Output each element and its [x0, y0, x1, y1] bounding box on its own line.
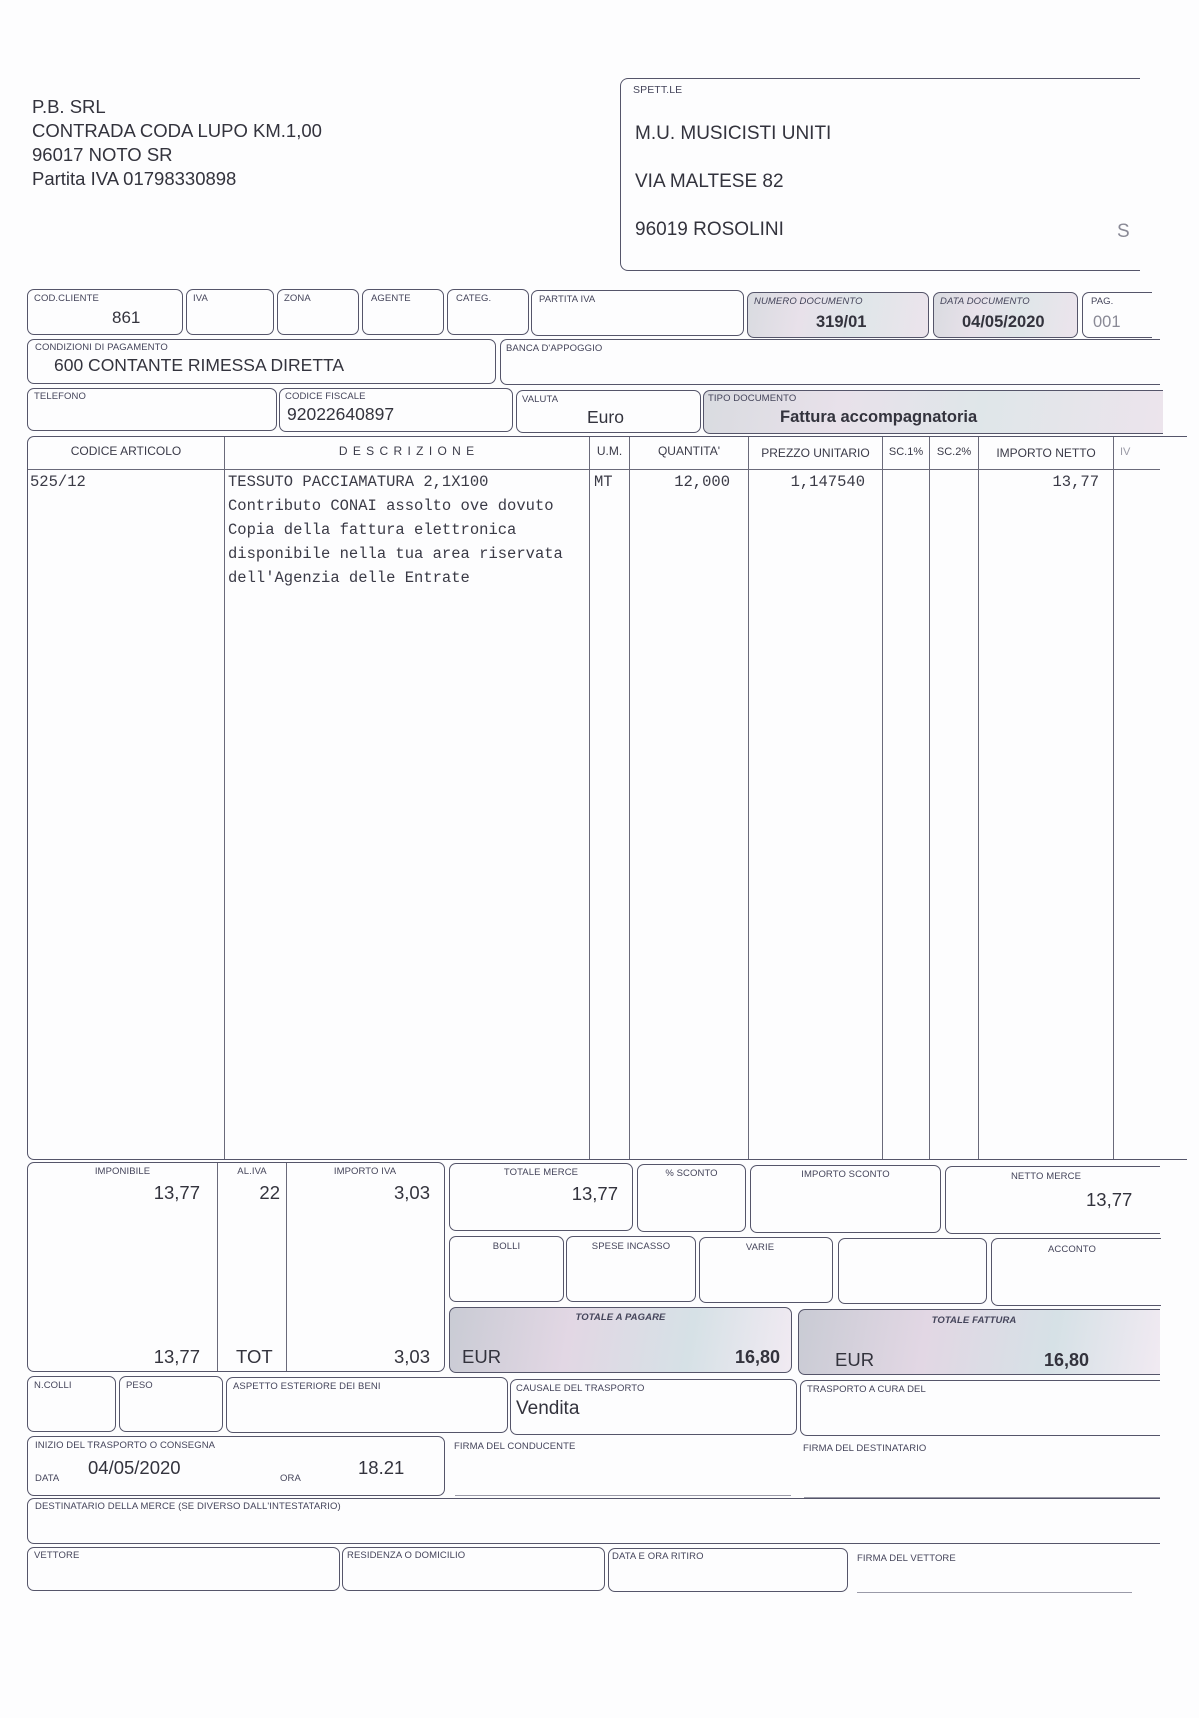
importo-sconto-field — [750, 1165, 941, 1233]
aliva-label: AL.IVA — [237, 1166, 267, 1177]
valuta-value: Euro — [587, 407, 624, 427]
zona-field — [277, 289, 359, 335]
header-sc1: SC.1% — [888, 446, 924, 458]
totale-merce-label: TOTALE MERCE — [503, 1167, 579, 1178]
condizioni-label: CONDIZIONI DI PAGAMENTO — [35, 342, 168, 353]
col-divider — [748, 437, 749, 1159]
item-descrizione-line: Copia della fattura elettronica — [228, 521, 517, 539]
col-divider — [882, 437, 883, 1159]
banca-label: BANCA D'APPOGGIO — [506, 343, 603, 354]
varie-label: VARIE — [745, 1242, 775, 1253]
bolli-field — [449, 1236, 564, 1302]
partita-iva-label: PARTITA IVA — [539, 294, 596, 305]
tot-label: TOT — [236, 1346, 273, 1367]
data-documento-field — [933, 292, 1078, 338]
iva-field — [186, 289, 274, 335]
recipient-city: 96019 ROSOLINI — [635, 219, 784, 240]
firma-conducente-label: FIRMA DEL CONDUCENTE — [454, 1441, 576, 1452]
importo-sconto-label: IMPORTO SCONTO — [801, 1169, 890, 1180]
recipient-name: M.U. MUSICISTI UNITI — [635, 123, 832, 144]
ora-value: 18.21 — [358, 1457, 405, 1478]
agente-field — [362, 289, 444, 335]
spese-incasso-field — [566, 1236, 696, 1302]
header-quantita: QUANTITA' — [657, 444, 721, 458]
causale-trasporto-field — [510, 1379, 797, 1435]
partita-iva-field — [531, 290, 744, 336]
categ-field — [447, 289, 529, 335]
cod-cliente-value: 861 — [112, 308, 141, 327]
sender-city: 96017 NOTO SR — [32, 144, 173, 165]
categ-label: CATEG. — [456, 293, 492, 304]
vettore-label: VETTORE — [34, 1550, 80, 1561]
totale-merce-field — [449, 1163, 633, 1231]
vettore-field — [27, 1547, 340, 1591]
pagina-label: PAG. — [1091, 296, 1114, 307]
totale-fattura-currency: EUR — [835, 1349, 875, 1370]
vat-col-divider — [286, 1163, 287, 1371]
netto-merce-label: NETTO MERCE — [1010, 1171, 1082, 1182]
data-ora-ritiro-field — [608, 1548, 848, 1592]
codice-fiscale-label: CODICE FISCALE — [285, 391, 366, 402]
cod-cliente-label: COD.CLIENTE — [34, 293, 99, 304]
sender-vat: Partita IVA 01798330898 — [32, 168, 237, 189]
col-divider — [929, 437, 930, 1159]
residenza-label: RESIDENZA O DOMICILIO — [347, 1550, 466, 1561]
ora-label: ORA — [280, 1473, 301, 1484]
totale-fattura-field — [798, 1309, 1160, 1375]
firma-vettore-label: FIRMA DEL VETTORE — [857, 1553, 956, 1564]
destinatario-label: DESTINATARIO DELLA MERCE (SE DIVERSO DALL'INTESTATARIO) — [35, 1501, 341, 1512]
peso-field — [119, 1376, 223, 1432]
col-divider — [589, 437, 590, 1159]
inizio-label: INIZIO DEL TRASPORTO O CONSEGNA — [35, 1440, 216, 1451]
codice-fiscale-value: 92022640897 — [287, 404, 395, 424]
item-descrizione-line: Contributo CONAI assolto ove dovuto — [228, 497, 554, 515]
col-divider — [978, 437, 979, 1159]
telefono-field — [27, 388, 277, 431]
data-documento-label: DATA DOCUMENTO — [940, 296, 1030, 307]
trasporto-cura-field — [800, 1380, 1160, 1436]
data-ora-ritiro-label: DATA E ORA RITIRO — [612, 1551, 704, 1562]
causale-label: CAUSALE DEL TRASPORTO — [516, 1383, 645, 1394]
imponibile-value: 13,77 — [153, 1182, 200, 1203]
totale-fattura-label: TOTALE FATTURA — [931, 1315, 1017, 1326]
item-descrizione-line: disponibile nella tua area riservata — [228, 545, 563, 563]
item-quantita: 12,000 — [674, 473, 730, 491]
importo-iva-value: 3,03 — [393, 1182, 430, 1203]
items-header-divider — [28, 469, 1160, 470]
pagina-value: 001 — [1093, 313, 1121, 331]
valuta-field — [516, 390, 701, 433]
item-codice: 525/12 — [30, 473, 86, 491]
tipo-documento-field — [703, 390, 1163, 434]
zona-label: ZONA — [284, 293, 311, 304]
valuta-label: VALUTA — [522, 394, 559, 405]
imponibile-label: IMPONIBILE — [94, 1166, 151, 1177]
header-importo-netto: IMPORTO NETTO — [996, 446, 1096, 460]
header-um: U.M. — [596, 444, 623, 458]
firma-destinatario-label: FIRMA DEL DESTINATARIO — [803, 1443, 927, 1454]
n-colli-field — [27, 1376, 116, 1432]
item-descrizione-line: dell'Agenzia delle Entrate — [228, 569, 470, 587]
header-descrizione: D E S C R I Z I O N E — [338, 444, 476, 458]
sconto-label: % SCONTO — [665, 1168, 718, 1179]
recipient-box — [620, 78, 1140, 271]
recipient-address: VIA MALTESE 82 — [635, 171, 784, 192]
aspetto-label: ASPETTO ESTERIORE DEI BENI — [233, 1381, 381, 1392]
varie-field — [699, 1237, 833, 1303]
item-importo: 13,77 — [1052, 473, 1099, 491]
causale-value: Vendita — [516, 1398, 580, 1419]
item-prezzo: 1,147540 — [790, 473, 865, 491]
header-codice-articolo: CODICE ARTICOLO — [70, 444, 182, 458]
totale-pagare-currency: EUR — [462, 1346, 502, 1367]
sender-address: CONTRADA CODA LUPO KM.1,00 — [32, 120, 322, 141]
telefono-label: TELEFONO — [34, 391, 87, 402]
numero-documento-value: 319/01 — [816, 313, 867, 331]
data-label: DATA — [35, 1473, 60, 1484]
banca-appoggio-field — [500, 339, 1160, 385]
firma-vettore-line — [857, 1592, 1132, 1593]
col-divider — [629, 437, 630, 1159]
n-colli-label: N.COLLI — [34, 1380, 72, 1391]
sconto-field — [637, 1164, 746, 1232]
condizioni-pagamento-field — [27, 339, 496, 384]
numero-documento-field — [747, 292, 929, 338]
firma-conducente-line — [455, 1495, 791, 1496]
header-prezzo-unitario: PREZZO UNITARIO — [761, 446, 870, 460]
acconto-field — [991, 1238, 1161, 1306]
imponibile-tot-value: 13,77 — [153, 1346, 200, 1367]
totale-fattura-value: 16,80 — [1043, 1350, 1089, 1370]
tipo-documento-label: TIPO DOCUMENTO — [708, 393, 797, 404]
tipo-documento-value: Fattura accompagnatoria — [780, 408, 978, 426]
spese-incasso-label: SPESE INCASSO — [591, 1241, 671, 1252]
residenza-field — [342, 1547, 605, 1591]
cod-cliente-field — [27, 289, 183, 335]
totale-pagare-label: TOTALE A PAGARE — [575, 1312, 666, 1323]
codice-fiscale-field — [279, 388, 513, 432]
iva-label: IVA — [193, 293, 208, 304]
bolli-label: BOLLI — [492, 1241, 521, 1252]
data-documento-value: 04/05/2020 — [962, 313, 1045, 331]
agente-label: AGENTE — [371, 293, 411, 304]
sender-name: P.B. SRL — [32, 96, 106, 117]
recipient-edge-fragment: S — [1117, 221, 1130, 242]
col-divider — [1113, 437, 1114, 1159]
recipient-label: SPETT.LE — [633, 84, 683, 96]
col-divider — [224, 437, 225, 1159]
trasporto-cura-label: TRASPORTO A CURA DEL — [807, 1384, 926, 1395]
totale-pagare-field — [449, 1307, 792, 1373]
aliva-value: 22 — [259, 1182, 280, 1203]
header-iva: IV — [1120, 446, 1131, 458]
item-um: MT — [594, 473, 613, 491]
vat-col-divider — [217, 1163, 218, 1371]
netto-merce-value: 13,77 — [1086, 1189, 1133, 1210]
acconto-label: ACCONTO — [1047, 1244, 1097, 1255]
header-sc2: SC.2% — [936, 446, 972, 458]
netto-merce-field — [945, 1166, 1160, 1234]
blank-total-field — [838, 1238, 987, 1304]
data-value: 04/05/2020 — [88, 1457, 181, 1478]
inizio-trasporto-field — [27, 1436, 445, 1496]
peso-label: PESO — [126, 1380, 153, 1391]
pagina-field — [1082, 292, 1152, 338]
condizioni-value: 600 CONTANTE RIMESSA DIRETTA — [54, 355, 345, 375]
destinatario-merce-field — [27, 1498, 1160, 1544]
numero-documento-label: NUMERO DOCUMENTO — [754, 296, 863, 307]
items-table — [27, 436, 1187, 1160]
item-descrizione-line: TESSUTO PACCIAMATURA 2,1X100 — [228, 473, 489, 491]
importo-iva-label: IMPORTO IVA — [333, 1166, 397, 1177]
totale-merce-value: 13,77 — [571, 1183, 618, 1204]
totale-pagare-value: 16,80 — [734, 1347, 780, 1367]
aspetto-beni-field — [226, 1377, 508, 1433]
importo-iva-tot-value: 3,03 — [393, 1346, 430, 1367]
